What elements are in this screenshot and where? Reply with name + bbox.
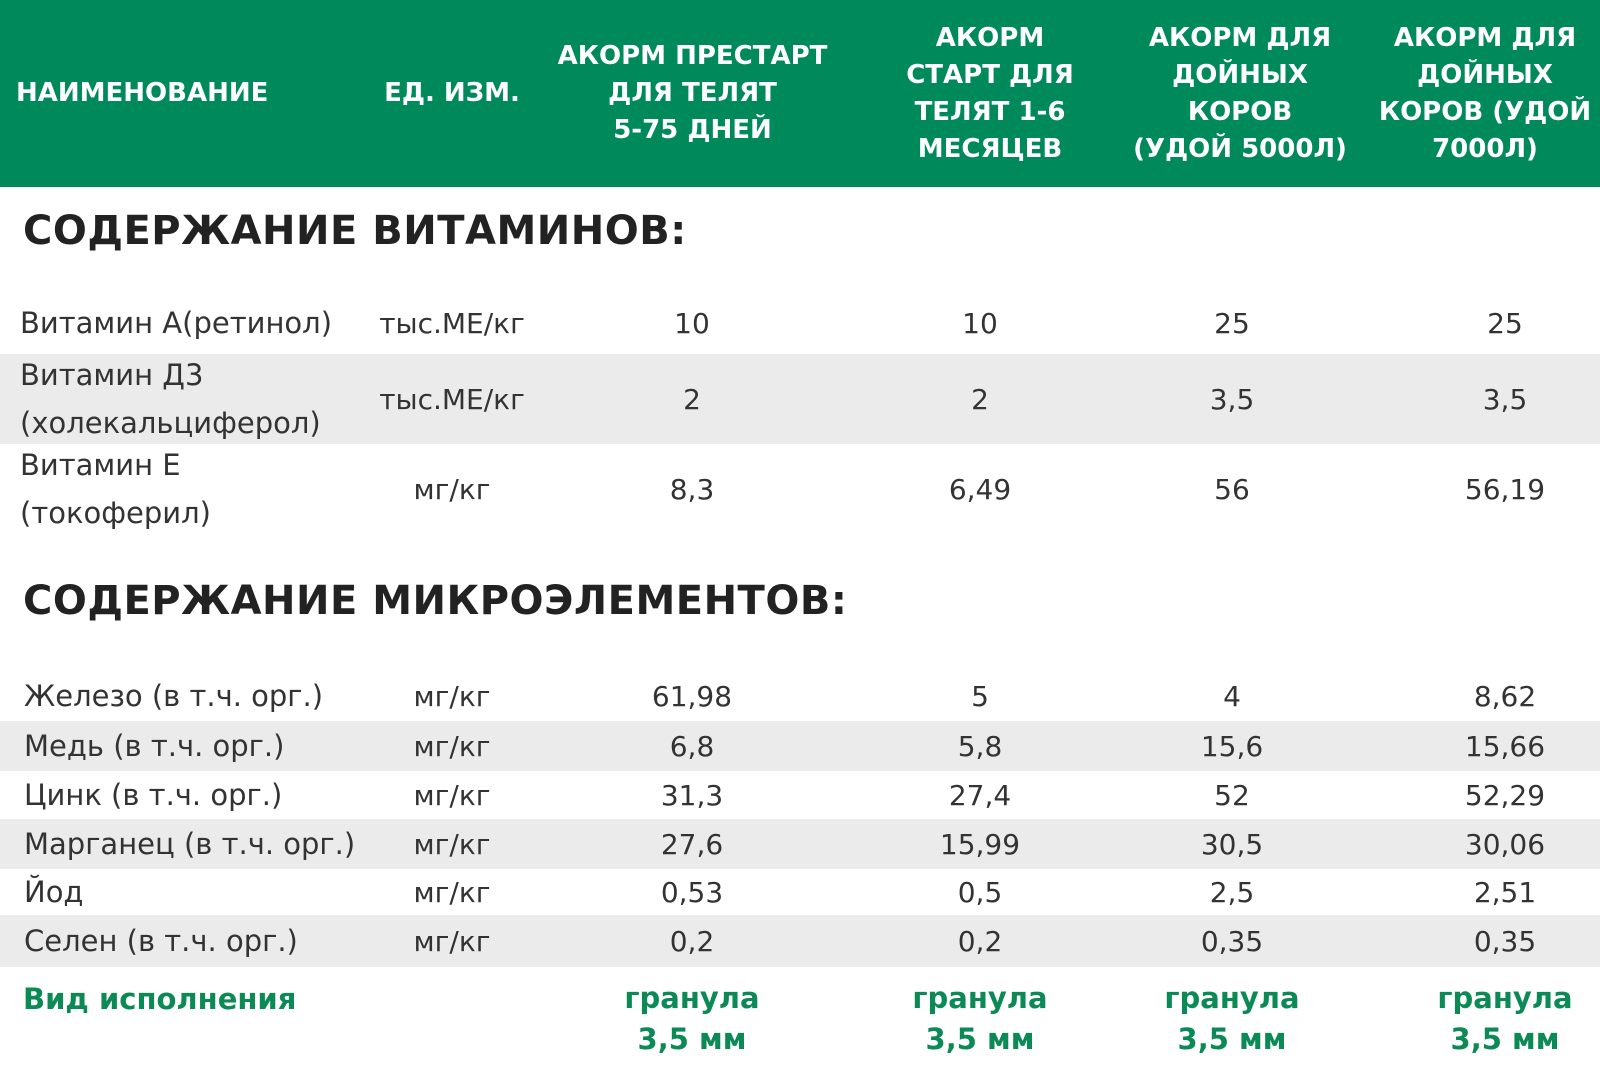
row-value: 3,5 (1209, 382, 1255, 416)
row-value: 15,66 (1464, 729, 1546, 763)
row-value: 61,98 (651, 679, 733, 713)
row-name: Медь (в т.ч. орг.) (24, 729, 285, 763)
row-name: Селен (в т.ч. орг.) (24, 924, 298, 958)
row-value: 10 (674, 306, 710, 340)
table-row (0, 819, 1600, 869)
row-value: 0,2 (669, 924, 715, 958)
row-value: 31,3 (660, 778, 724, 812)
row-value: 27,4 (948, 778, 1012, 812)
header-product-3: АКОРМ ДЛЯ ДОЙНЫХ КОРОВ (УДОЙ 5000Л) (1133, 22, 1347, 164)
table-row (0, 354, 1600, 444)
footer-value: гранула 3,5 мм (1164, 981, 1300, 1056)
row-value: 0,53 (660, 875, 724, 909)
row-value: 27,6 (660, 827, 724, 861)
row-name: Витамин А(ретинол) (20, 306, 333, 340)
table-row (0, 721, 1600, 771)
row-value: 5 (971, 679, 989, 713)
row-value: 15,6 (1200, 729, 1264, 763)
row-value: 0,35 (1473, 924, 1537, 958)
row-value: 6,8 (669, 729, 715, 763)
table-header (0, 0, 1600, 187)
row-unit: мг/кг (413, 827, 491, 861)
table-row (0, 444, 1600, 534)
header-product-1: АКОРМ ПРЕСТАРТ ДЛЯ ТЕЛЯТ 5-75 ДНЕЙ (557, 41, 828, 145)
row-name: Марганец (в т.ч. орг.) (24, 827, 356, 861)
footer-value: гранула 3,5 мм (912, 981, 1048, 1056)
footer-value: гранула 3,5 мм (1437, 981, 1573, 1056)
row-unit: мг/кг (413, 778, 491, 812)
row-value: 56 (1214, 472, 1250, 506)
row-value: 0,2 (957, 924, 1003, 958)
row-unit: мг/кг (413, 875, 491, 909)
row-value: 25 (1487, 306, 1523, 340)
row-value: 30,06 (1464, 827, 1546, 861)
row-value: 5,8 (957, 729, 1003, 763)
row-name: Железо (в т.ч. орг.) (24, 679, 324, 713)
row-value: 8,62 (1473, 679, 1537, 713)
section-title-microelements: СОДЕРЖАНИЕ МИКРОЭЛЕМЕНТОВ: (23, 578, 848, 624)
row-value: 0,5 (957, 875, 1003, 909)
header-product-4: АКОРМ ДЛЯ ДОЙНЫХ КОРОВ (УДОЙ 7000Л) (1378, 22, 1592, 164)
row-value: 2,51 (1473, 875, 1537, 909)
row-value: 2 (683, 382, 701, 416)
footer-value: гранула 3,5 мм (624, 981, 760, 1056)
table-row (0, 292, 1600, 354)
row-value: 4 (1223, 679, 1241, 713)
row-value: 15,99 (939, 827, 1021, 861)
header-product-2: АКОРМ СТАРТ ДЛЯ ТЕЛЯТ 1-6 МЕСЯЦЕВ (906, 22, 1074, 164)
row-name: Витамин Д3 (холекальциферол) (20, 358, 321, 440)
row-value: 30,5 (1200, 827, 1264, 861)
row-name: Цинк (в т.ч. орг.) (24, 778, 283, 812)
row-value: 2,5 (1209, 875, 1255, 909)
row-value: 25 (1214, 306, 1250, 340)
row-unit: мг/кг (413, 729, 491, 763)
row-unit: мг/кг (413, 924, 491, 958)
row-value: 6,49 (948, 472, 1012, 506)
row-value: 52 (1214, 778, 1250, 812)
table-row (0, 869, 1600, 915)
row-value: 8,3 (669, 472, 715, 506)
row-unit: тыс.МЕ/кг (379, 306, 525, 340)
header-name: НАИМЕНОВАНИЕ (16, 78, 269, 108)
row-value: 10 (962, 306, 998, 340)
header-unit: ЕД. ИЗМ. (384, 78, 520, 108)
row-unit: мг/кг (413, 472, 491, 506)
row-value: 0,35 (1200, 924, 1264, 958)
row-value: 3,5 (1482, 382, 1528, 416)
table-row (0, 672, 1600, 720)
footer-label: Вид исполнения (23, 982, 297, 1016)
row-name: Йод (24, 875, 84, 909)
row-unit: тыс.МЕ/кг (379, 382, 525, 416)
row-value: 2 (971, 382, 989, 416)
row-value: 52,29 (1464, 778, 1546, 812)
table-row (0, 915, 1600, 967)
row-name: Витамин Е (токоферил) (20, 448, 211, 530)
row-unit: мг/кг (413, 679, 491, 713)
row-value: 56,19 (1464, 472, 1546, 506)
table-row (0, 771, 1600, 819)
section-title-vitamins: СОДЕРЖАНИЕ ВИТАМИНОВ: (23, 208, 687, 254)
